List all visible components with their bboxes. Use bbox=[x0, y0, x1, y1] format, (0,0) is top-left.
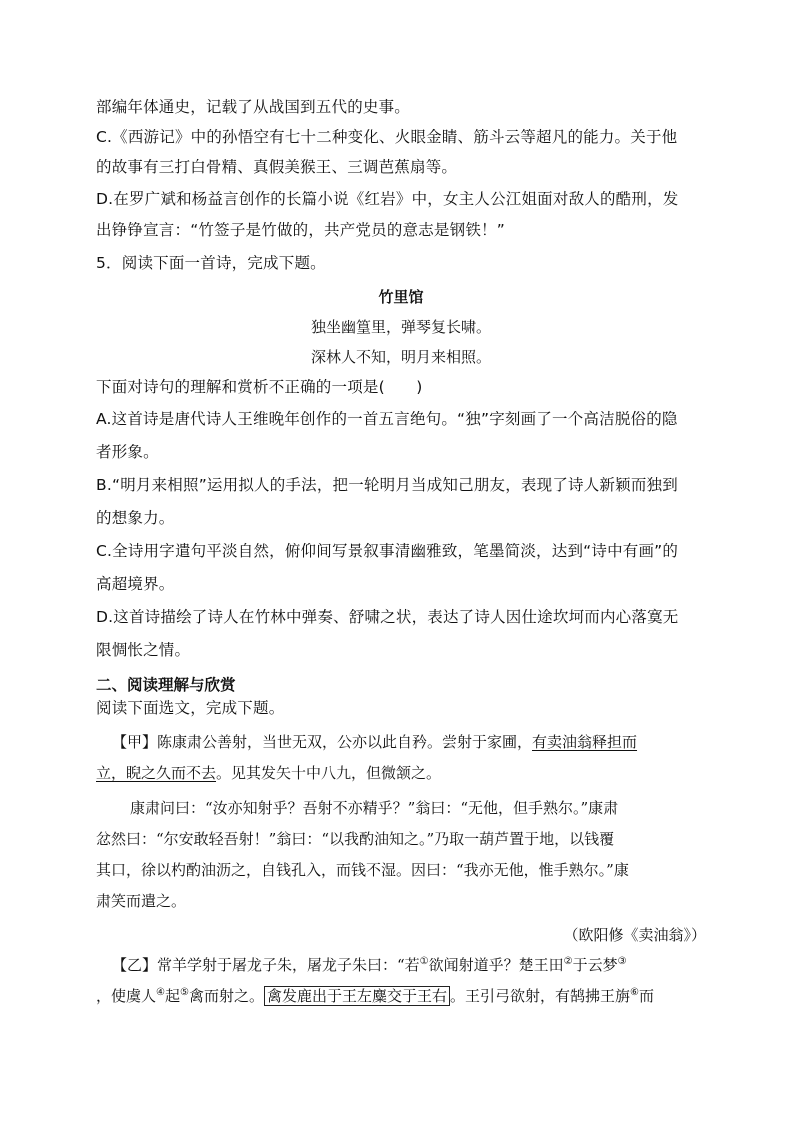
passage-jia-line4: 忿然曰：“尔安敢轻吾射！”翁曰：“以我酌油知之。”乃取一葫芦置于地，以钱覆 bbox=[96, 830, 615, 848]
option-d-line1: D.这首诗描绘了诗人在竹林中弹奏、舒啸之状，表达了诗人因仕途坎坷而内心落寞无 bbox=[96, 608, 679, 626]
passage-jia-line5: 其口，徐以杓酌油沥之，自钱孔入，而钱不湿。因曰：“我亦无他，惟手熟尔。”康 bbox=[96, 861, 629, 879]
question-stem: 下面对诗句的理解和赏析不正确的一项是( ) bbox=[96, 378, 423, 396]
option-b-line2: 的想象力。 bbox=[96, 509, 175, 527]
poem-title: 竹里馆 bbox=[378, 288, 424, 306]
passage-text: 于云梦 bbox=[572, 956, 618, 974]
passage-jia-line1 bbox=[112, 731, 706, 753]
passage-text: 起 bbox=[164, 987, 180, 1005]
passage-jia-line3: 康肃问曰：“汝亦知射乎？吾射不亦精乎？”翁曰：“无他，但手熟尔。”康肃 bbox=[130, 799, 619, 817]
section-intro: 阅读下面选文，完成下题。 bbox=[96, 699, 285, 717]
option-c-line2: 高超境界。 bbox=[96, 575, 175, 593]
passage-jia-line2 bbox=[96, 762, 706, 784]
option-d-line2: 出铮铮宣言：“竹签子是竹做的，共产党员的意志是钢铁！” bbox=[96, 221, 505, 239]
option-c-line1: C.《西游记》中的孙悟空有七十二种变化、火眼金睛、筋斗云等超凡的能力。关于他 bbox=[96, 128, 678, 146]
footnote-marker: ④ bbox=[156, 987, 165, 998]
underlined-text: 有卖油翁释担而 bbox=[532, 733, 638, 751]
option-d-line2: 限惆怅之情。 bbox=[96, 641, 191, 659]
text-line: 部编年体通史，记载了从战国到五代的史事。 bbox=[96, 98, 411, 116]
footnote-marker: ⑥ bbox=[630, 987, 639, 998]
passage-text: 禽而射之。 bbox=[188, 987, 264, 1005]
option-c-line2: 的故事有三打白骨精、真假美猴王、三调芭蕉扇等。 bbox=[96, 158, 458, 176]
footnote-marker: ⑤ bbox=[180, 987, 189, 998]
passage-text: 【乙】常羊学射于屠龙子朱，屠龙子朱曰：“若 bbox=[112, 956, 420, 974]
boxed-text: 禽发鹿出于王左麋交于王右 bbox=[264, 986, 450, 1006]
option-c-line1: C.全诗用字遣句平淡自然，俯仰间写景叙事清幽雅致，笔墨简淡，达到“诗中有画”的 bbox=[96, 542, 679, 560]
passage-text: 而 bbox=[638, 987, 654, 1005]
section-heading: 二、阅读理解与欣赏 bbox=[96, 676, 236, 694]
option-b-line1: B.“明月来相照”运用拟人的手法，把一轮明月当成知己朋友，表现了诗人新颖而独到 bbox=[96, 476, 678, 494]
option-a-line2: 者形象。 bbox=[96, 443, 159, 461]
passage-text: 。王引弓欲射，有鹄拂王旃 bbox=[450, 987, 631, 1005]
footnote-marker: ② bbox=[563, 956, 573, 967]
question-5-prompt: 5．阅读下面一首诗，完成下题。 bbox=[96, 254, 326, 272]
poem-line-2: 深林人不知，明月来相照。 bbox=[310, 348, 491, 366]
option-a-line1: A.这首诗是唐代诗人王维晚年创作的一首五言绝句。“独”字刻画了一个高洁脱俗的隐 bbox=[96, 410, 678, 428]
option-d-line1: D.在罗广斌和杨益言创作的长篇小说《红岩》中，女主人公江姐面对敌人的酷刑，发 bbox=[96, 190, 679, 208]
passage-text: 。见其发矢十中八九，但微颔之。 bbox=[216, 764, 442, 782]
underlined-text: 立，睨之久而不去 bbox=[96, 764, 217, 782]
passage-text: 【甲】陈康肃公善射，当世无双，公亦以此自矜。尝射于家圃， bbox=[112, 733, 533, 751]
passage-source: （欧阳修《卖油翁》） bbox=[563, 926, 706, 944]
passage-yi-line1 bbox=[112, 954, 706, 976]
poem-line-1: 独坐幽篁里，弹琴复长啸。 bbox=[310, 318, 491, 336]
footnote-marker: ① bbox=[419, 956, 429, 967]
passage-text: ，使虞人 bbox=[96, 987, 157, 1005]
passage-yi-line2 bbox=[96, 985, 706, 1007]
passage-jia-line6: 肃笑而遣之。 bbox=[96, 892, 187, 910]
footnote-marker: ③ bbox=[617, 956, 627, 967]
passage-text: 欲闻射道乎？楚王田 bbox=[428, 956, 564, 974]
